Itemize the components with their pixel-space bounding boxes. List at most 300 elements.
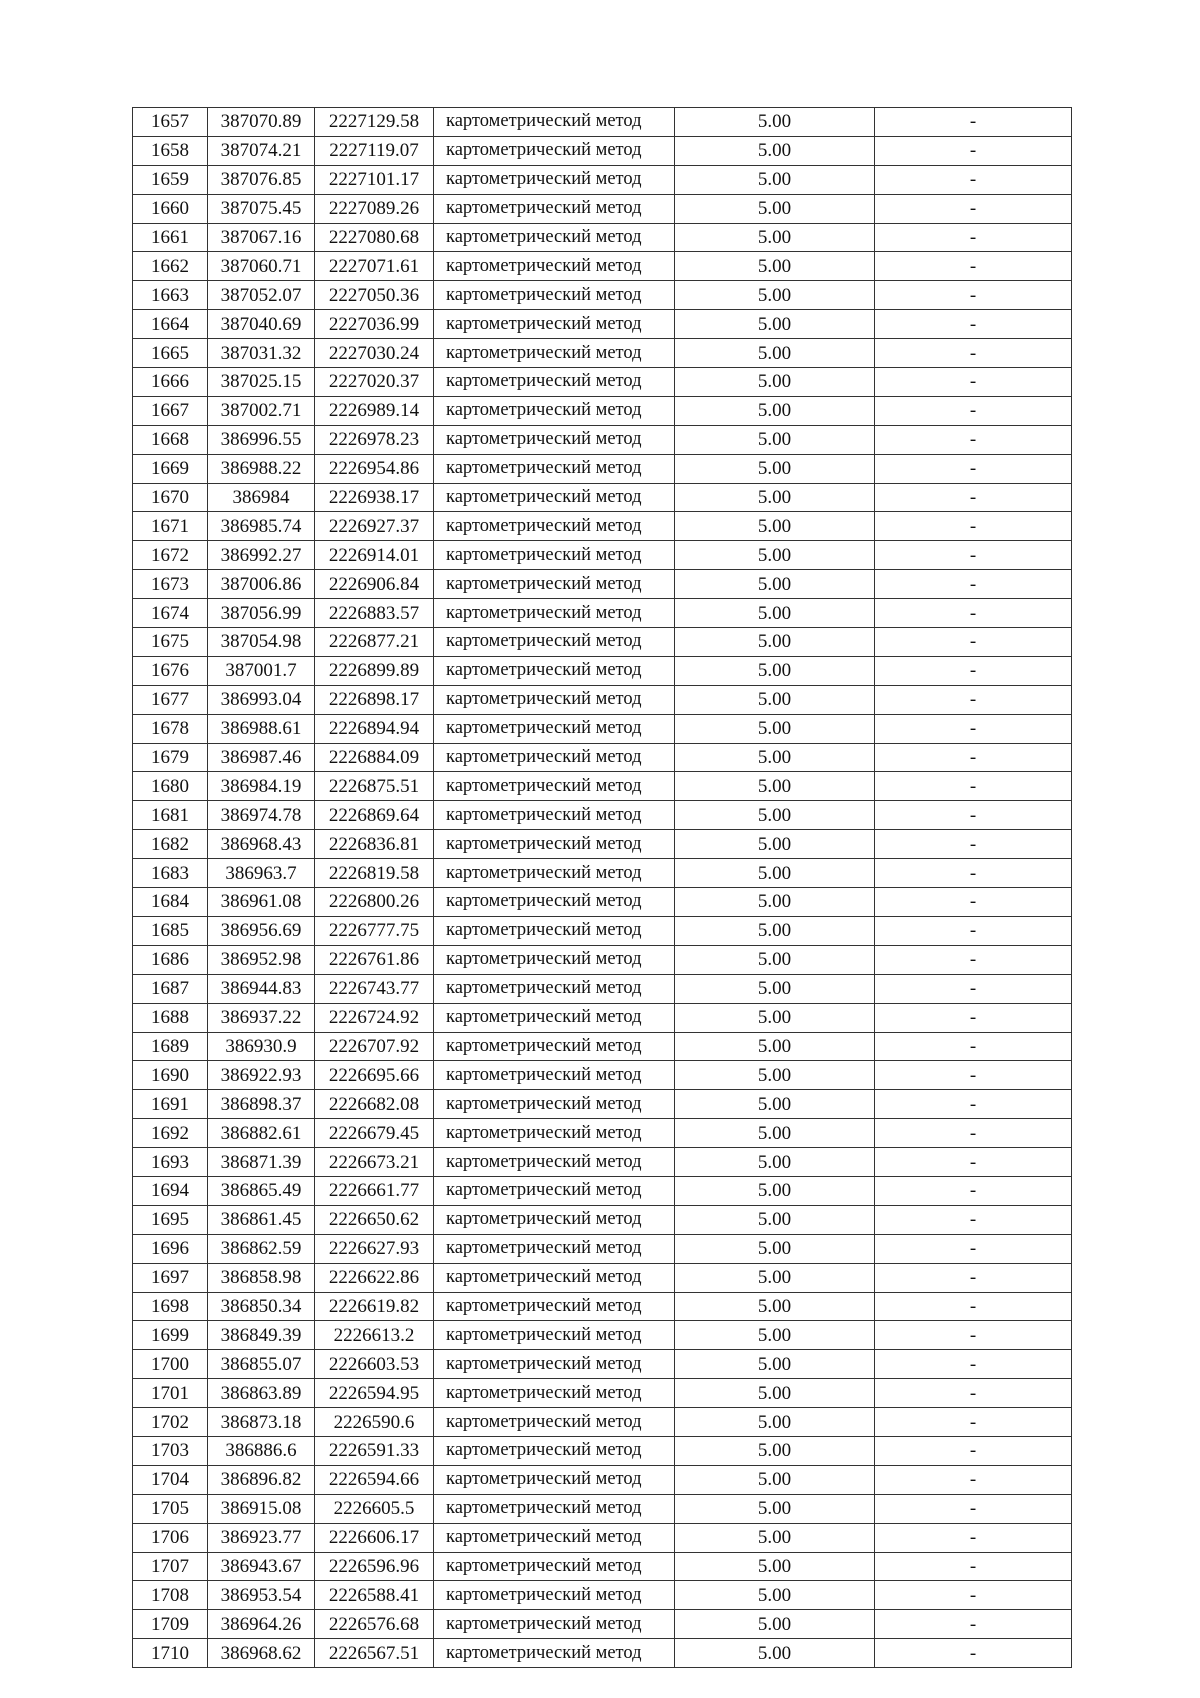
accuracy-cell: 5.00 xyxy=(675,570,875,599)
method-cell: картометрический метод xyxy=(434,743,675,772)
y-coordinate-cell: 2227050.36 xyxy=(315,281,434,310)
accuracy-cell: 5.00 xyxy=(675,1408,875,1437)
point-number-cell: 1690 xyxy=(133,1061,208,1090)
point-number-cell: 1685 xyxy=(133,916,208,945)
y-coordinate-cell: 2226954.86 xyxy=(315,454,434,483)
note-cell: - xyxy=(875,1148,1072,1177)
y-coordinate-cell: 2226883.57 xyxy=(315,599,434,628)
table-row xyxy=(133,1321,1072,1350)
point-number-cell: 1682 xyxy=(133,830,208,859)
accuracy-cell: 5.00 xyxy=(675,368,875,397)
method-cell: картометрический метод xyxy=(434,1061,675,1090)
accuracy-cell: 5.00 xyxy=(675,1234,875,1263)
method-cell: картометрический метод xyxy=(434,1090,675,1119)
accuracy-cell: 5.00 xyxy=(675,1148,875,1177)
note-cell: - xyxy=(875,599,1072,628)
y-coordinate-cell: 2226622.86 xyxy=(315,1263,434,1292)
table-row xyxy=(133,1408,1072,1437)
method-cell: картометрический метод xyxy=(434,1263,675,1292)
method-cell: картометрический метод xyxy=(434,1552,675,1581)
table-row xyxy=(133,1003,1072,1032)
y-coordinate-cell: 2226906.84 xyxy=(315,570,434,599)
note-cell: - xyxy=(875,281,1072,310)
point-number-cell: 1700 xyxy=(133,1350,208,1379)
method-cell: картометрический метод xyxy=(434,1032,675,1061)
table-row xyxy=(133,599,1072,628)
y-coordinate-cell: 2226724.92 xyxy=(315,1003,434,1032)
x-coordinate-cell: 386984.19 xyxy=(208,772,315,801)
x-coordinate-cell: 386886.6 xyxy=(208,1436,315,1465)
note-cell: - xyxy=(875,1032,1072,1061)
point-number-cell: 1695 xyxy=(133,1205,208,1234)
accuracy-cell: 5.00 xyxy=(675,281,875,310)
accuracy-cell: 5.00 xyxy=(675,1032,875,1061)
note-cell: - xyxy=(875,310,1072,339)
accuracy-cell: 5.00 xyxy=(675,599,875,628)
table-row xyxy=(133,916,1072,945)
table-row xyxy=(133,425,1072,454)
point-number-cell: 1678 xyxy=(133,714,208,743)
x-coordinate-cell: 386944.83 xyxy=(208,974,315,1003)
y-coordinate-cell: 2226707.92 xyxy=(315,1032,434,1061)
table-row xyxy=(133,396,1072,425)
table-row xyxy=(133,1465,1072,1494)
point-number-cell: 1681 xyxy=(133,801,208,830)
point-number-cell: 1693 xyxy=(133,1148,208,1177)
point-number-cell: 1665 xyxy=(133,339,208,368)
x-coordinate-cell: 386849.39 xyxy=(208,1321,315,1350)
note-cell: - xyxy=(875,223,1072,252)
method-cell: картометрический метод xyxy=(434,1436,675,1465)
y-coordinate-cell: 2226594.95 xyxy=(315,1379,434,1408)
table-row xyxy=(133,801,1072,830)
table-row xyxy=(133,1436,1072,1465)
x-coordinate-cell: 386956.69 xyxy=(208,916,315,945)
accuracy-cell: 5.00 xyxy=(675,223,875,252)
table-row xyxy=(133,310,1072,339)
x-coordinate-cell: 386963.7 xyxy=(208,859,315,888)
point-number-cell: 1696 xyxy=(133,1234,208,1263)
y-coordinate-cell: 2227030.24 xyxy=(315,339,434,368)
table-row xyxy=(133,859,1072,888)
table-row xyxy=(133,454,1072,483)
coordinates-table-body xyxy=(133,108,1072,1668)
table-row xyxy=(133,830,1072,859)
point-number-cell: 1669 xyxy=(133,454,208,483)
note-cell: - xyxy=(875,772,1072,801)
y-coordinate-cell: 2226679.45 xyxy=(315,1119,434,1148)
note-cell: - xyxy=(875,1552,1072,1581)
point-number-cell: 1668 xyxy=(133,425,208,454)
x-coordinate-cell: 387076.85 xyxy=(208,165,315,194)
accuracy-cell: 5.00 xyxy=(675,859,875,888)
note-cell: - xyxy=(875,830,1072,859)
table-row xyxy=(133,108,1072,137)
x-coordinate-cell: 386964.26 xyxy=(208,1610,315,1639)
method-cell: картометрический метод xyxy=(434,1639,675,1668)
point-number-cell: 1709 xyxy=(133,1610,208,1639)
note-cell: - xyxy=(875,1494,1072,1523)
point-number-cell: 1694 xyxy=(133,1176,208,1205)
table-row xyxy=(133,685,1072,714)
note-cell: - xyxy=(875,1465,1072,1494)
table-row xyxy=(133,1581,1072,1610)
x-coordinate-cell: 387074.21 xyxy=(208,136,315,165)
point-number-cell: 1688 xyxy=(133,1003,208,1032)
x-coordinate-cell: 386961.08 xyxy=(208,888,315,917)
y-coordinate-cell: 2226661.77 xyxy=(315,1176,434,1205)
x-coordinate-cell: 387040.69 xyxy=(208,310,315,339)
method-cell: картометрический метод xyxy=(434,1148,675,1177)
accuracy-cell: 5.00 xyxy=(675,454,875,483)
note-cell: - xyxy=(875,656,1072,685)
method-cell: картометрический метод xyxy=(434,974,675,1003)
y-coordinate-cell: 2226899.89 xyxy=(315,656,434,685)
x-coordinate-cell: 386863.89 xyxy=(208,1379,315,1408)
point-number-cell: 1708 xyxy=(133,1581,208,1610)
accuracy-cell: 5.00 xyxy=(675,541,875,570)
note-cell: - xyxy=(875,859,1072,888)
table-row xyxy=(133,1379,1072,1408)
table-row xyxy=(133,628,1072,657)
table-row xyxy=(133,1090,1072,1119)
table-row xyxy=(133,772,1072,801)
accuracy-cell: 5.00 xyxy=(675,136,875,165)
x-coordinate-cell: 386882.61 xyxy=(208,1119,315,1148)
table-row xyxy=(133,1032,1072,1061)
accuracy-cell: 5.00 xyxy=(675,772,875,801)
y-coordinate-cell: 2226619.82 xyxy=(315,1292,434,1321)
x-coordinate-cell: 386855.07 xyxy=(208,1350,315,1379)
accuracy-cell: 5.00 xyxy=(675,974,875,1003)
accuracy-cell: 5.00 xyxy=(675,945,875,974)
y-coordinate-cell: 2226605.5 xyxy=(315,1494,434,1523)
x-coordinate-cell: 387060.71 xyxy=(208,252,315,281)
table-row xyxy=(133,1610,1072,1639)
note-cell: - xyxy=(875,1379,1072,1408)
y-coordinate-cell: 2226800.26 xyxy=(315,888,434,917)
method-cell: картометрический метод xyxy=(434,1408,675,1437)
y-coordinate-cell: 2227036.99 xyxy=(315,310,434,339)
method-cell: картометрический метод xyxy=(434,772,675,801)
point-number-cell: 1673 xyxy=(133,570,208,599)
point-number-cell: 1683 xyxy=(133,859,208,888)
x-coordinate-cell: 387002.71 xyxy=(208,396,315,425)
note-cell: - xyxy=(875,165,1072,194)
table-row xyxy=(133,1234,1072,1263)
accuracy-cell: 5.00 xyxy=(675,1639,875,1668)
table-row xyxy=(133,483,1072,512)
accuracy-cell: 5.00 xyxy=(675,1263,875,1292)
y-coordinate-cell: 2226590.6 xyxy=(315,1408,434,1437)
accuracy-cell: 5.00 xyxy=(675,252,875,281)
accuracy-cell: 5.00 xyxy=(675,1061,875,1090)
point-number-cell: 1660 xyxy=(133,194,208,223)
point-number-cell: 1703 xyxy=(133,1436,208,1465)
note-cell: - xyxy=(875,541,1072,570)
method-cell: картометрический метод xyxy=(434,1350,675,1379)
table-row xyxy=(133,1350,1072,1379)
note-cell: - xyxy=(875,974,1072,1003)
note-cell: - xyxy=(875,1263,1072,1292)
method-cell: картометрический метод xyxy=(434,194,675,223)
note-cell: - xyxy=(875,1205,1072,1234)
y-coordinate-cell: 2226743.77 xyxy=(315,974,434,1003)
coordinates-table xyxy=(132,107,1072,1668)
point-number-cell: 1702 xyxy=(133,1408,208,1437)
x-coordinate-cell: 386992.27 xyxy=(208,541,315,570)
accuracy-cell: 5.00 xyxy=(675,656,875,685)
note-cell: - xyxy=(875,1234,1072,1263)
table-row xyxy=(133,974,1072,1003)
y-coordinate-cell: 2227101.17 xyxy=(315,165,434,194)
table-row xyxy=(133,1523,1072,1552)
table-row xyxy=(133,1119,1072,1148)
point-number-cell: 1664 xyxy=(133,310,208,339)
table-row xyxy=(133,714,1072,743)
point-number-cell: 1706 xyxy=(133,1523,208,1552)
table-row xyxy=(133,1292,1072,1321)
note-cell: - xyxy=(875,1292,1072,1321)
method-cell: картометрический метод xyxy=(434,1205,675,1234)
y-coordinate-cell: 2227071.61 xyxy=(315,252,434,281)
note-cell: - xyxy=(875,339,1072,368)
table-row xyxy=(133,512,1072,541)
accuracy-cell: 5.00 xyxy=(675,483,875,512)
y-coordinate-cell: 2226627.93 xyxy=(315,1234,434,1263)
table-row xyxy=(133,223,1072,252)
method-cell: картометрический метод xyxy=(434,714,675,743)
method-cell: картометрический метод xyxy=(434,1234,675,1263)
point-number-cell: 1692 xyxy=(133,1119,208,1148)
x-coordinate-cell: 387052.07 xyxy=(208,281,315,310)
point-number-cell: 1691 xyxy=(133,1090,208,1119)
note-cell: - xyxy=(875,512,1072,541)
table-row xyxy=(133,743,1072,772)
x-coordinate-cell: 386968.62 xyxy=(208,1639,315,1668)
accuracy-cell: 5.00 xyxy=(675,1494,875,1523)
accuracy-cell: 5.00 xyxy=(675,1119,875,1148)
accuracy-cell: 5.00 xyxy=(675,310,875,339)
point-number-cell: 1705 xyxy=(133,1494,208,1523)
accuracy-cell: 5.00 xyxy=(675,512,875,541)
note-cell: - xyxy=(875,1581,1072,1610)
method-cell: картометрический метод xyxy=(434,454,675,483)
method-cell: картометрический метод xyxy=(434,599,675,628)
method-cell: картометрический метод xyxy=(434,1176,675,1205)
y-coordinate-cell: 2227129.58 xyxy=(315,108,434,137)
y-coordinate-cell: 2226594.66 xyxy=(315,1465,434,1494)
y-coordinate-cell: 2226884.09 xyxy=(315,743,434,772)
accuracy-cell: 5.00 xyxy=(675,1350,875,1379)
table-row xyxy=(133,541,1072,570)
point-number-cell: 1697 xyxy=(133,1263,208,1292)
table-row xyxy=(133,656,1072,685)
point-number-cell: 1672 xyxy=(133,541,208,570)
x-coordinate-cell: 387054.98 xyxy=(208,628,315,657)
method-cell: картометрический метод xyxy=(434,368,675,397)
y-coordinate-cell: 2226914.01 xyxy=(315,541,434,570)
y-coordinate-cell: 2226588.41 xyxy=(315,1581,434,1610)
accuracy-cell: 5.00 xyxy=(675,801,875,830)
method-cell: картометрический метод xyxy=(434,628,675,657)
accuracy-cell: 5.00 xyxy=(675,1523,875,1552)
point-number-cell: 1704 xyxy=(133,1465,208,1494)
y-coordinate-cell: 2226989.14 xyxy=(315,396,434,425)
accuracy-cell: 5.00 xyxy=(675,1003,875,1032)
note-cell: - xyxy=(875,136,1072,165)
point-number-cell: 1667 xyxy=(133,396,208,425)
method-cell: картометрический метод xyxy=(434,1119,675,1148)
accuracy-cell: 5.00 xyxy=(675,888,875,917)
accuracy-cell: 5.00 xyxy=(675,194,875,223)
x-coordinate-cell: 386943.67 xyxy=(208,1552,315,1581)
point-number-cell: 1663 xyxy=(133,281,208,310)
x-coordinate-cell: 386988.61 xyxy=(208,714,315,743)
accuracy-cell: 5.00 xyxy=(675,425,875,454)
note-cell: - xyxy=(875,570,1072,599)
note-cell: - xyxy=(875,1176,1072,1205)
note-cell: - xyxy=(875,714,1072,743)
table-row xyxy=(133,194,1072,223)
y-coordinate-cell: 2226777.75 xyxy=(315,916,434,945)
note-cell: - xyxy=(875,1350,1072,1379)
table-row xyxy=(133,252,1072,281)
x-coordinate-cell: 386984 xyxy=(208,483,315,512)
note-cell: - xyxy=(875,454,1072,483)
accuracy-cell: 5.00 xyxy=(675,1321,875,1350)
note-cell: - xyxy=(875,685,1072,714)
y-coordinate-cell: 2226938.17 xyxy=(315,483,434,512)
method-cell: картометрический метод xyxy=(434,541,675,570)
point-number-cell: 1699 xyxy=(133,1321,208,1350)
accuracy-cell: 5.00 xyxy=(675,165,875,194)
note-cell: - xyxy=(875,252,1072,281)
accuracy-cell: 5.00 xyxy=(675,1292,875,1321)
point-number-cell: 1666 xyxy=(133,368,208,397)
method-cell: картометрический метод xyxy=(434,859,675,888)
point-number-cell: 1675 xyxy=(133,628,208,657)
point-number-cell: 1676 xyxy=(133,656,208,685)
method-cell: картометрический метод xyxy=(434,223,675,252)
x-coordinate-cell: 386937.22 xyxy=(208,1003,315,1032)
point-number-cell: 1670 xyxy=(133,483,208,512)
method-cell: картометрический метод xyxy=(434,1494,675,1523)
table-row xyxy=(133,888,1072,917)
y-coordinate-cell: 2226875.51 xyxy=(315,772,434,801)
table-row xyxy=(133,570,1072,599)
x-coordinate-cell: 386858.98 xyxy=(208,1263,315,1292)
note-cell: - xyxy=(875,801,1072,830)
accuracy-cell: 5.00 xyxy=(675,339,875,368)
x-coordinate-cell: 386850.34 xyxy=(208,1292,315,1321)
x-coordinate-cell: 386873.18 xyxy=(208,1408,315,1437)
method-cell: картометрический метод xyxy=(434,425,675,454)
method-cell: картометрический метод xyxy=(434,656,675,685)
method-cell: картометрический метод xyxy=(434,830,675,859)
note-cell: - xyxy=(875,1523,1072,1552)
x-coordinate-cell: 387025.15 xyxy=(208,368,315,397)
x-coordinate-cell: 387006.86 xyxy=(208,570,315,599)
y-coordinate-cell: 2226682.08 xyxy=(315,1090,434,1119)
table-row xyxy=(133,136,1072,165)
x-coordinate-cell: 386974.78 xyxy=(208,801,315,830)
point-number-cell: 1684 xyxy=(133,888,208,917)
table-row xyxy=(133,281,1072,310)
accuracy-cell: 5.00 xyxy=(675,685,875,714)
y-coordinate-cell: 2227080.68 xyxy=(315,223,434,252)
y-coordinate-cell: 2227089.26 xyxy=(315,194,434,223)
x-coordinate-cell: 386865.49 xyxy=(208,1176,315,1205)
x-coordinate-cell: 386922.93 xyxy=(208,1061,315,1090)
y-coordinate-cell: 2226613.2 xyxy=(315,1321,434,1350)
accuracy-cell: 5.00 xyxy=(675,108,875,137)
x-coordinate-cell: 386861.45 xyxy=(208,1205,315,1234)
method-cell: картометрический метод xyxy=(434,396,675,425)
x-coordinate-cell: 386985.74 xyxy=(208,512,315,541)
method-cell: картометрический метод xyxy=(434,339,675,368)
accuracy-cell: 5.00 xyxy=(675,714,875,743)
method-cell: картометрический метод xyxy=(434,945,675,974)
accuracy-cell: 5.00 xyxy=(675,1379,875,1408)
table-row xyxy=(133,1176,1072,1205)
table-row xyxy=(133,1639,1072,1668)
y-coordinate-cell: 2226673.21 xyxy=(315,1148,434,1177)
point-number-cell: 1680 xyxy=(133,772,208,801)
method-cell: картометрический метод xyxy=(434,483,675,512)
table-row xyxy=(133,165,1072,194)
point-number-cell: 1677 xyxy=(133,685,208,714)
table-row xyxy=(133,1494,1072,1523)
point-number-cell: 1671 xyxy=(133,512,208,541)
x-coordinate-cell: 386993.04 xyxy=(208,685,315,714)
y-coordinate-cell: 2226603.53 xyxy=(315,1350,434,1379)
note-cell: - xyxy=(875,1639,1072,1668)
note-cell: - xyxy=(875,1061,1072,1090)
note-cell: - xyxy=(875,1610,1072,1639)
method-cell: картометрический метод xyxy=(434,1610,675,1639)
note-cell: - xyxy=(875,425,1072,454)
y-coordinate-cell: 2226869.64 xyxy=(315,801,434,830)
y-coordinate-cell: 2226978.23 xyxy=(315,425,434,454)
x-coordinate-cell: 387075.45 xyxy=(208,194,315,223)
x-coordinate-cell: 387070.89 xyxy=(208,108,315,137)
x-coordinate-cell: 386898.37 xyxy=(208,1090,315,1119)
method-cell: картометрический метод xyxy=(434,1523,675,1552)
method-cell: картометрический метод xyxy=(434,165,675,194)
y-coordinate-cell: 2227020.37 xyxy=(315,368,434,397)
x-coordinate-cell: 386953.54 xyxy=(208,1581,315,1610)
x-coordinate-cell: 387001.7 xyxy=(208,656,315,685)
x-coordinate-cell: 386862.59 xyxy=(208,1234,315,1263)
table-row xyxy=(133,368,1072,397)
accuracy-cell: 5.00 xyxy=(675,628,875,657)
table-row xyxy=(133,1205,1072,1234)
method-cell: картометрический метод xyxy=(434,281,675,310)
method-cell: картометрический метод xyxy=(434,252,675,281)
y-coordinate-cell: 2226596.96 xyxy=(315,1552,434,1581)
note-cell: - xyxy=(875,1321,1072,1350)
point-number-cell: 1687 xyxy=(133,974,208,1003)
accuracy-cell: 5.00 xyxy=(675,1205,875,1234)
table-row xyxy=(133,339,1072,368)
note-cell: - xyxy=(875,743,1072,772)
note-cell: - xyxy=(875,945,1072,974)
y-coordinate-cell: 2226819.58 xyxy=(315,859,434,888)
method-cell: картометрический метод xyxy=(434,1321,675,1350)
note-cell: - xyxy=(875,1003,1072,1032)
table-row xyxy=(133,1061,1072,1090)
